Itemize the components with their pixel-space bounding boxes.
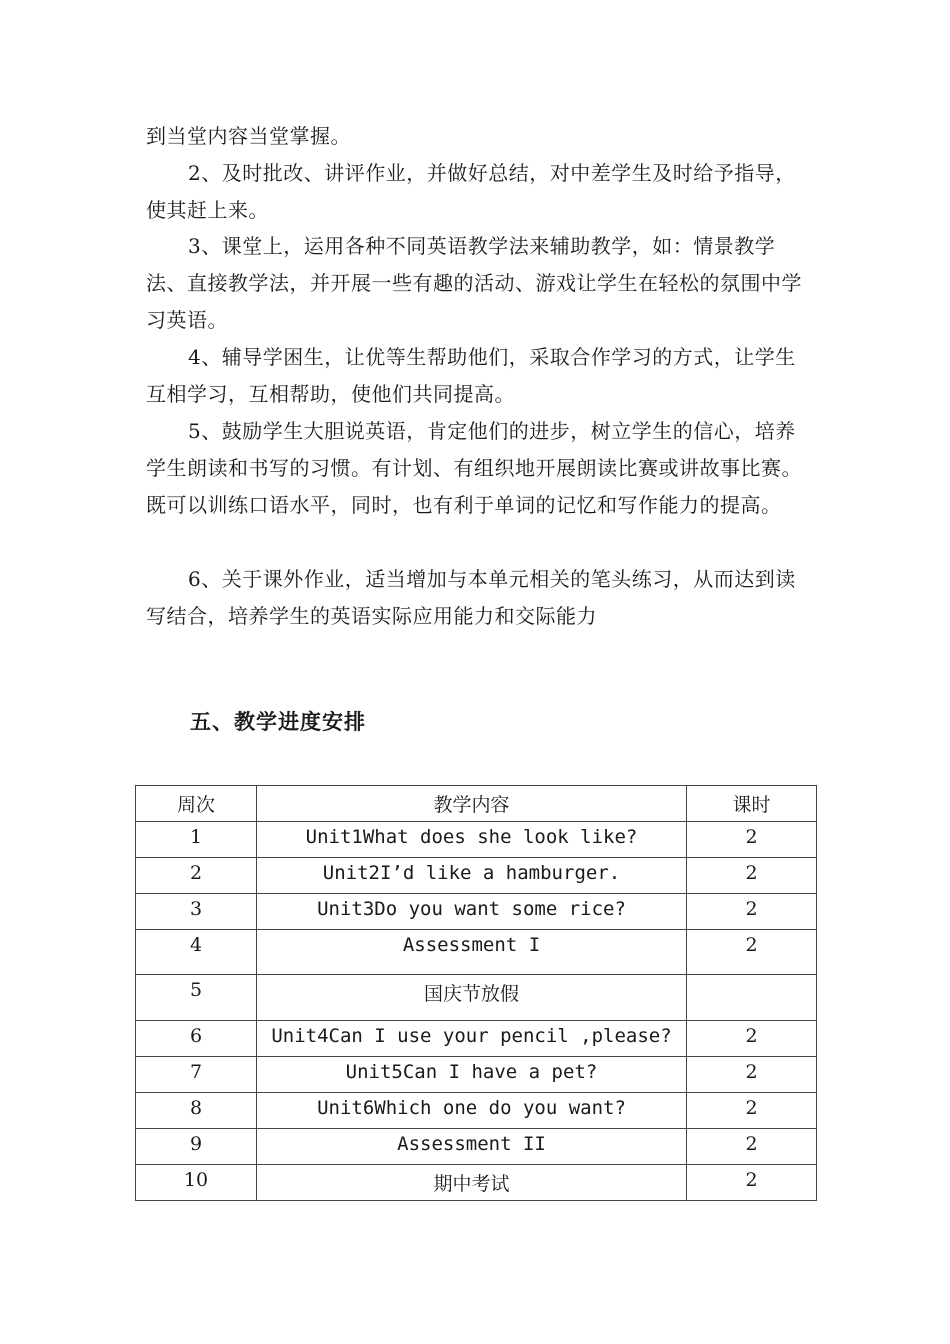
cell-hours: 2 [687,1057,817,1093]
cell-content: Unit2I’d like a hamburger. [257,858,687,894]
cell-content: Unit4Can I use your pencil ,please? [257,1021,687,1057]
table-row [136,1165,817,1201]
section-heading: 五、教学进度安排 [190,710,366,734]
cell-content: Unit6Which one do you want? [257,1093,687,1129]
schedule-table [135,785,817,1201]
table-row [136,1057,817,1093]
cell-hours: 2 [687,858,817,894]
cell-week: 6 [136,1021,257,1057]
cell-hours: 2 [687,822,817,858]
table-row [136,930,817,975]
paragraph-item-6: 6、关于课外作业，适当增加与本单元相关的笔头练习，从而达到读写结合，培养学生的英语实际应用能力和交际能力 [146,567,796,628]
paragraph-item-2: 2、及时批改、讲评作业，并做好总结，对中差学生及时给予指导，使其赶上来。 [146,161,796,222]
header-content: 教学内容 [257,786,687,822]
cell-content: Assessment I [257,930,687,975]
table-row [136,1129,817,1165]
cell-week: 10 [136,1165,257,1201]
table-row [136,894,817,930]
cell-hours: 2 [687,1093,817,1129]
table-header-row [136,786,817,822]
cell-week: 4 [136,930,257,975]
cell-hours: 2 [687,1129,817,1165]
paragraph-item-5: 5、鼓励学生大胆说英语，肯定他们的进步，树立学生的信心，培养学生朗读和书写的习惯。有计划、有组织地开展朗读比赛或讲故事比赛。既可以训练口语水平，同时，也有利于单词的记忆和写作能力的提高。 [146,419,802,517]
table-row [136,1093,817,1129]
cell-week: 1 [136,822,257,858]
cell-content: 国庆节放假 [257,975,687,1021]
cell-week: 8 [136,1093,257,1129]
cell-week: 9 [136,1129,257,1165]
table-row [136,975,817,1021]
cell-hours: 2 [687,1021,817,1057]
cell-week: 7 [136,1057,257,1093]
table-row [136,822,817,858]
cell-week: 3 [136,894,257,930]
cell-hours [687,975,817,1021]
cell-content: Assessment II [257,1129,687,1165]
cell-content: Unit1What does she look like? [257,822,687,858]
paragraph-item-3: 3、课堂上，运用各种不同英语教学法来辅助教学，如：情景教学法、直接教学法，并开展一些有趣的活动、游戏让学生在轻松的氛围中学习英语。 [146,234,802,332]
cell-content: 期中考试 [257,1165,687,1201]
header-week: 周次 [136,786,257,822]
cell-hours: 2 [687,1165,817,1201]
cell-hours: 2 [687,894,817,930]
cell-content: Unit5Can I have a pet? [257,1057,687,1093]
table-row [136,858,817,894]
cell-week: 5 [136,975,257,1021]
paragraph-continuation: 到当堂内容当堂掌握。 [146,124,351,148]
cell-content: Unit3Do you want some rice? [257,894,687,930]
cell-week: 2 [136,858,257,894]
paragraph-item-4: 4、辅导学困生，让优等生帮助他们，采取合作学习的方式，让学生互相学习，互相帮助，使他们共同提高。 [146,345,796,406]
header-hours: 课时 [687,786,817,822]
table-row [136,1021,817,1057]
cell-hours: 2 [687,930,817,975]
